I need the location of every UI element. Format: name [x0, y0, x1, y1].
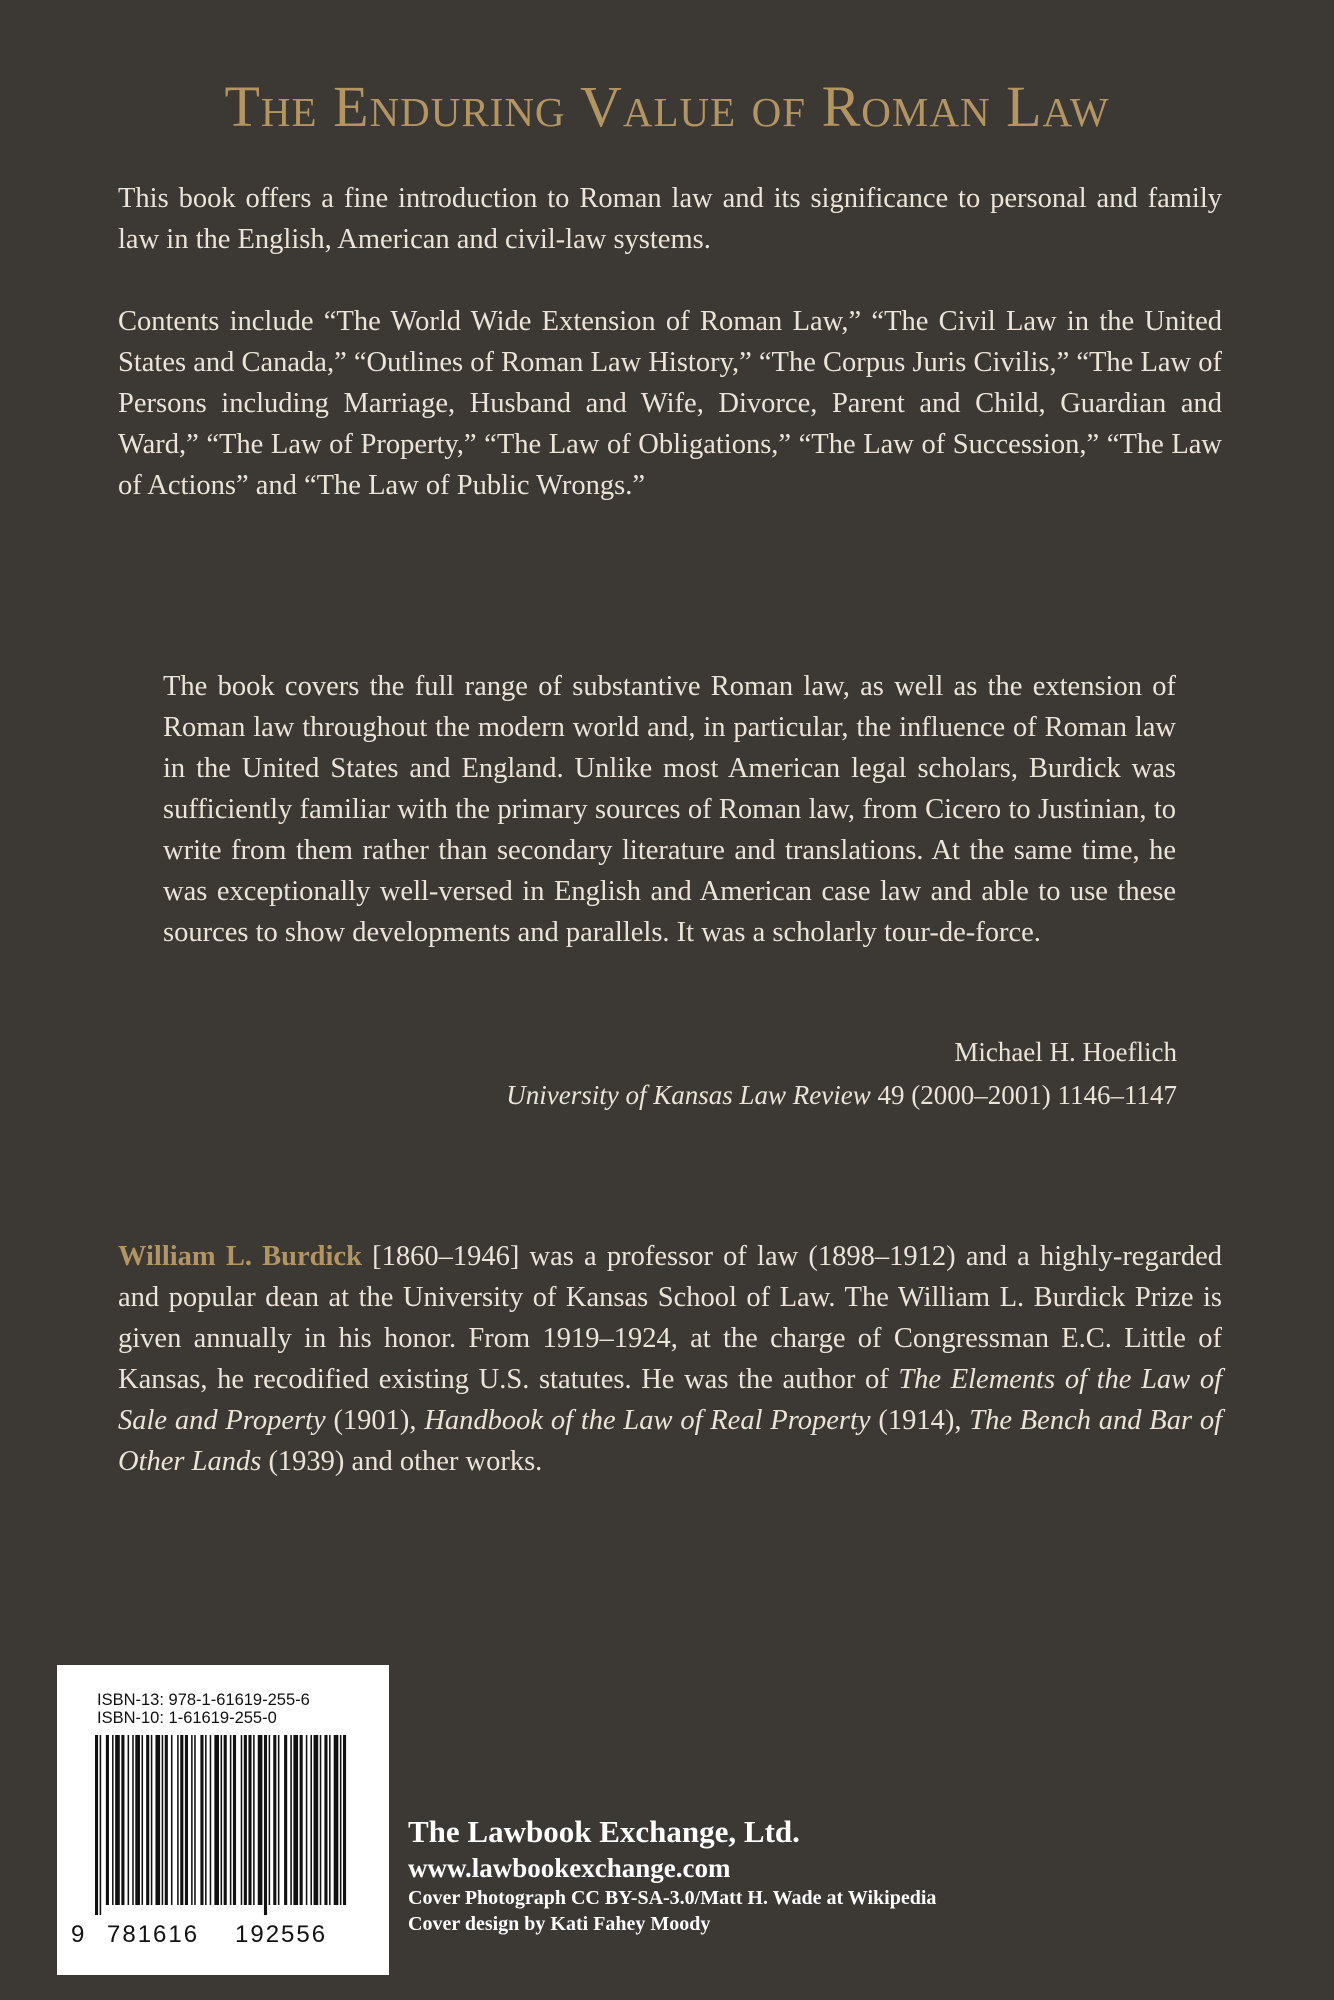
author-name: William L. Burdick	[118, 1241, 362, 1272]
publisher-name: The Lawbook Exchange, Ltd.	[408, 1814, 800, 1849]
barcode-digits-right: 192556	[235, 1921, 328, 1948]
quote-source-detail: 49 (2000–2001) 1146–1147	[870, 1080, 1177, 1110]
intro-paragraph: This book offers a fine introduction to Roman law and its significance to personal and family law in the English, American and civil-law systems.	[118, 183, 1222, 255]
design-credit: Cover design by Kati Fahey Moody	[408, 1913, 711, 1935]
bio-work-1: The Elements of the Law of Sale and Property	[118, 1364, 1222, 1436]
contents-paragraph: Contents include “The World Wide Extension of Roman Law,” “The Civil Law in the United States and Canada,” “Outlines of Roman Law History,” “The Corpus Juris Civilis,” “The Law of Persons including Marriage, Husband and Wife, Divorce, Parent and Child, Guardian and Ward,” “The Law of Property,” “The Law of Obligations,” “The Law of Succession,” “The Law of Actions” and “The Law of Public Wrongs.”	[118, 306, 1222, 501]
barcode-panel	[57, 1665, 389, 1975]
isbn-10: ISBN-10: 1-61619-255-0	[97, 1709, 277, 1727]
bio-text-3: (1914),	[870, 1405, 970, 1436]
book-title: The Enduring Value of Roman Law	[224, 74, 1110, 139]
publisher-block	[408, 1813, 936, 1937]
review-quote: The book covers the full range of substantive Roman law, as well as the extension of Roman law throughout the modern world and, in particular, the influence of Roman law in the United States and England. Unlike most American legal scholars, Burdick was sufficiently familiar with the primary sources of Roman law, from Cicero to Justinian, to write from them rather than secondary literature and translations. At the same time, he was exceptionally well-versed in English and American case law and able to use these sources to show developments and parallels. It was a scholarly tour-de-force.	[163, 671, 1176, 948]
barcode-icon	[95, 1735, 351, 1915]
isbn-13: ISBN-13: 978-1-61619-255-6	[97, 1691, 310, 1709]
publisher-url: www.lawbookexchange.com	[408, 1853, 731, 1883]
quote-author: Michael H. Hoeflich	[954, 1037, 1177, 1067]
barcode-digit-first: 9	[71, 1921, 86, 1948]
bio-text-2: (1901),	[325, 1405, 425, 1436]
bio-text-1: [1860–1946] was a professor of law (1898–1912) and a highly-regarded and popular dean at the University of Kansas School of Law. The William L. Burdick Prize is given annually in his honor. From 1919–1924, at the charge of Congressman E.C. Little of Kansas, he recodified existing U.S. statutes. He was the author of	[118, 1241, 1222, 1395]
quote-source	[506, 1075, 1177, 1115]
photo-credit: Cover Photograph CC BY-SA-3.0/Matt H. Wade at Wikipedia	[408, 1887, 937, 1909]
barcode-digits-left: 781616	[107, 1921, 200, 1948]
quote-source-title: University of Kansas Law Review	[506, 1080, 871, 1110]
bio-work-2: Handbook of the Law of Real Property	[424, 1405, 871, 1436]
bio-work-3: The Bench and Bar of Other Lands	[118, 1405, 1223, 1477]
bio-text-4: (1939) and other works.	[261, 1446, 543, 1477]
author-bio	[118, 1236, 1222, 1482]
